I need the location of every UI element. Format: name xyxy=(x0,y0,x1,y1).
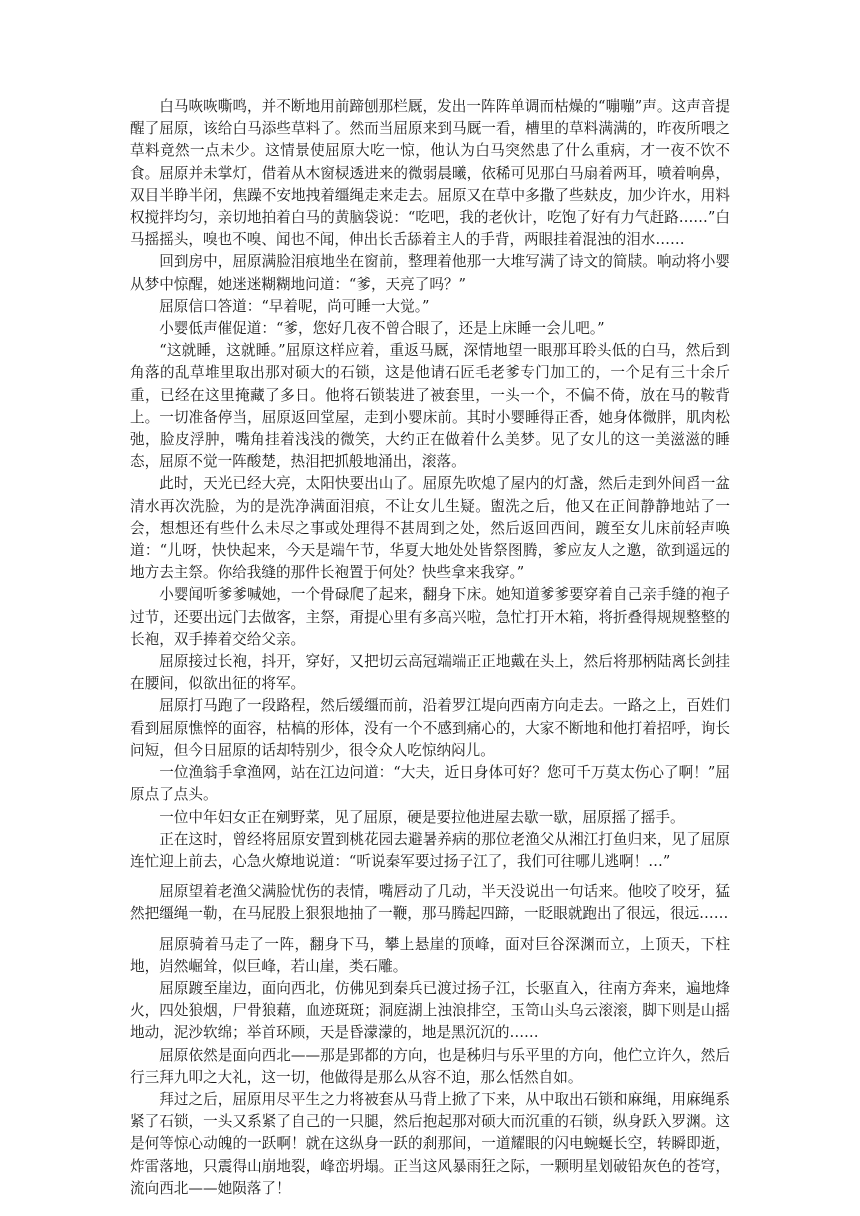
paragraph: 一位中年妇女正在剜野菜，见了屈原，硬是要拉他进屋去歇一歇，屈原摇了摇手。 xyxy=(159,808,685,826)
paragraph: 正在这时，曾经将屈原安置到桃花园去避暑养病的那位老渔父从湘江打鱼归来，见了屈原连忙迎上前去，心急火燎地说道：“听说秦军要过扬子江了，我们可往哪儿逃啊！…” xyxy=(130,830,730,870)
paragraph: 屈原望着老渔父满脸忧伤的表情，嘴唇动了几动，半天没说出一句话来。他咬了咬牙，猛然把缰绳一勒，在马屁股上狠狠地抽了一鞭，那马腾起四蹄，一眨眼就跑出了很远，很远…… xyxy=(130,883,730,923)
paragraph: 白马咴咴嘶鸣，并不断地用前蹄刨那栏厩，发出一阵阵单调而枯燥的“嘣嘣”声。这声音提醒了屈原，该给白马添些草料了。然而当屈原来到马厩一看，槽里的草料满满的，昨夜所喂之草料竟然一点未少。这情景使屈原大吃一惊，他认为白马突然患了什么重病，才一夜不饮不食。屈原并未掌灯，借着从木窗棂透进来的微弱晨曦，依稀可见那白马扇着两耳，喷着响鼻，双目半睁半闭，焦躁不安地拽着缰绳走来走去。屈原又在草中多撒了些麸皮，加少许水，用料权搅拌均匀，亲切地拍着白马的黄脑袋说：“吃吧，我的老伙计，吃饱了好有力气赶路……”白马摇摇头，嗅也不嗅、闻也不闻，伸出长舌舔着主人的手背，两眼挂着混浊的泪水…… xyxy=(130,98,730,249)
paragraph: 屈原打马跑了一段路程，然后缓缰而前，沿着罗江堤向西南方向走去。一路之上，百姓们看到屈原憔悴的面容，枯槁的形体，没有一个不感到痛心的，大家不断地和他打着招呼，询长问短，但今日屈原的话却特别少，很令众人吃惊纳闷儿。 xyxy=(130,697,730,759)
paragraph: 拜过之后，屈原用尽平生之力将被套从马背上掀了下来，从中取出石锁和麻绳，用麻绳系紧了石锁，一头又系紧了自己的一只腿，然后抱起那对硕大而沉重的石锁，纵身跃入罗渊。这是何等惊心动魄的一跃啊！就在这纵身一跃的刹那间，一道耀眼的闪电蜿蜒长空，转瞬即逝，炸雷落地，只震得山崩地裂，峰峦坍塌。正当这风暴雨狂之际，一颗明星划破铅灰色的苍穹，流向西北——她陨落了！ xyxy=(130,1090,730,1197)
paragraph: 回到房中，屈原满脸泪痕地坐在窗前，整理着他那一大堆写满了诗文的简牍。响动将小婴从梦中惊醒，她迷迷糊糊地问道：“爹，天亮了吗？” xyxy=(130,253,730,293)
paragraph: 此时，天光已经大亮，太阳快要出山了。屈原先吹熄了屋内的灯盏，然后走到外间舀一盆清水再次洗脸，为的是洗净满面泪痕，不让女儿生疑。盥洗之后，他又在正间静静地站了一会，想想还有些什么未尽之事或处理得不甚周到之处，然后返回西间，踱至女儿床前轻声唤道：“儿呀，快快起来，今天是端午节，华夏大地处处皆祭图腾，爹应友人之邀，欲到遥远的地方去主祭。你给我缝的那件长袍置于何处？快些拿来我穿。” xyxy=(130,475,730,582)
paragraph: 一位渔翁手拿渔网，站在江边问道：“大夫，近日身体可好？您可千万莫太伤心了啊！”屈原点了点头。 xyxy=(130,764,730,804)
paragraph: 小婴低声催促道：“爹，您好几夜不曾合眼了，还是上床睡一会儿吧。” xyxy=(159,320,605,338)
paragraph: 屈原信口答道：“早着呢，尚可睡一大觉。” xyxy=(159,297,430,315)
paragraph: 屈原依然是面向西北——那是郢都的方向，也是秭归与乐平里的方向，他伫立许久，然后行三拜九叩之大礼，这一切，他做得是那么从容不迫，那么恬然自如。 xyxy=(130,1046,730,1086)
paragraph: 屈原骑着马走了一阵，翻身下马，攀上悬崖的顶峰，面对巨谷深渊而立，上顶天，下柱地，岿然崛耸，似巨峰，若山崖，类石雕。 xyxy=(130,935,730,975)
story-text xyxy=(130,96,730,1200)
paragraph: “这就睡，这就睡。”屈原这样应着，重返马厩，深情地望一眼那耳聆头低的白马，然后到角落的乱草堆里取出那对硕大的石锁，这是他请石匠毛老爹专门加工的，一个足有三十余斤重，已经在这里掩藏了多日。他将石锁装进了被套里，一头一个，不偏不倚，放在马的鞍背上。一切准备停当，屈原返回堂屋，走到小婴床前。其时小婴睡得正香，她身体微胖，肌肉松弛，脸皮浮肿，嘴角挂着浅浅的微笑，大约正在做着什么美梦。见了女儿的这一美滋滋的睡态，屈原不觉一阵酸楚，热泪把抓般地涌出，滚落。 xyxy=(130,342,730,471)
paragraph: 屈原踱至崖边，面向西北，仿佛见到秦兵已渡过扬子江，长驱直入，往南方奔来，遍地烽火，四处狼烟，尸骨狼藉，血迹斑斑；洞庭湖上浊浪排空，玉笥山头乌云滚滚，脚下则是山摇地动，泥沙软绵；举首环顾，天是昏濛濛的，地是黑沉沉的…… xyxy=(130,979,730,1042)
paragraph: 屈原接过长袍，抖开，穿好，又把切云高冠端端正正地戴在头上，然后将那柄陆离长剑挂在腰间，似欲出征的将军。 xyxy=(130,653,730,693)
paragraph: 小婴闻听爹爹喊她，一个骨碌爬了起来，翻身下床。她知道爹爹要穿着自己亲手缝的袍子过节，还要出远门去做客，主祭，甭提心里有多高兴啦，急忙打开木箱，将折叠得规规整整的长袍，双手捧着交给父亲。 xyxy=(130,586,730,648)
